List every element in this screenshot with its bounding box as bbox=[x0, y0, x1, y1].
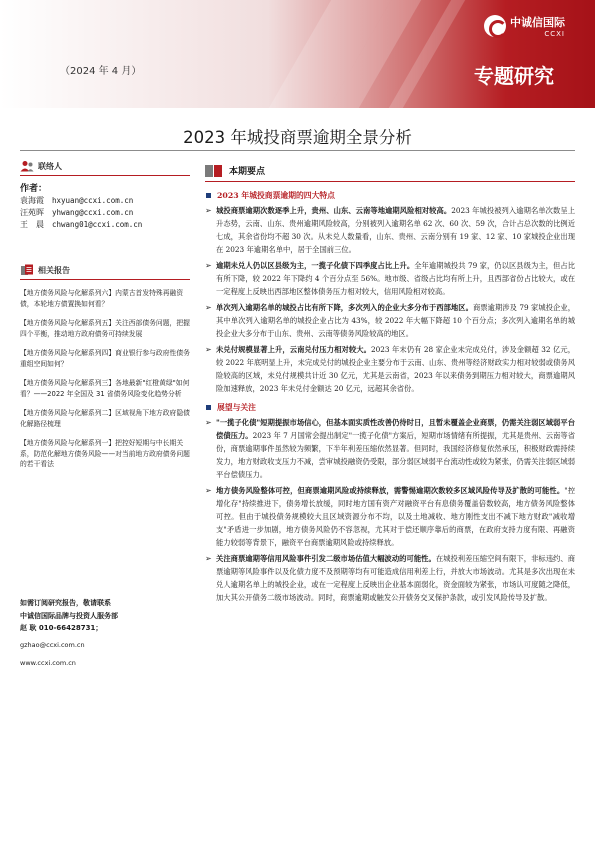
author-list bbox=[20, 183, 196, 231]
key-point-body: 2023 年末仍有 28 家企业未完成兑付，涉及金额超 32 亿元，较 2022 年底明显上升，未完成兑付的城投企业主要分布于云南、山东、贵州等经济财政实力相对较弱或债务风险较高的区域，未兑付规模共计近 30 亿元，尤其是云南省，2023 年以来债务到期压力相对较大，商票逾期风险加速释放，2023 年未兑付金额达 20 亿元，远超其余省份。 bbox=[216, 345, 575, 393]
key-point-text bbox=[216, 343, 575, 395]
author-row bbox=[20, 207, 196, 219]
outlook-point bbox=[205, 552, 575, 604]
related-report-list bbox=[20, 288, 196, 479]
key-point bbox=[205, 259, 575, 298]
logo-icon bbox=[484, 15, 506, 37]
key-point-lead: 城投商票逾期次数逐季上升，贵州、山东、云南等地逾期风险相对较高。 bbox=[216, 206, 452, 215]
authors-label: 作者： bbox=[20, 184, 48, 194]
related-report-link[interactable]: 【地方债务风险与化解系列四】商业银行参与政府性债务重组空间如何？ bbox=[20, 349, 190, 368]
arrow-bullet-icon: ➢ bbox=[205, 418, 212, 427]
subheading-label: 展望与关注 bbox=[217, 403, 256, 412]
contact-phone: 赵 耿 010-66428731； bbox=[20, 624, 103, 632]
author-row bbox=[20, 219, 196, 231]
key-point-body: 2023 年城投被列入逾期名单次数呈上升态势，云南、山东、贵州逾期风险较高，分别被列入逾期名单 62 次、60 次、59 次，合计占总次数的比例近七成，其余省份均不超 30 次。从未兑人数量看，山东、贵州、云南分别有 19 家、12 家、10 家城投企业出现在 2023 年逾期名单中，居于全国前三位。 bbox=[216, 206, 576, 254]
logo-cn-text: 中诚信国际 bbox=[510, 16, 565, 29]
key-point-lead: 未兑付规模显著上升，云南兑付压力相对较大。 bbox=[216, 345, 371, 354]
outlook-point bbox=[205, 416, 575, 481]
arrow-bullet-icon: ➢ bbox=[205, 303, 212, 312]
website-link[interactable]: www.ccxi.com.cn bbox=[20, 659, 76, 667]
related-report-link[interactable]: 【地方债务风险与化解系列一】把控好短期与中长期关系，防范化解地方债务风险——对当前地方政府债务问题的若干看法 bbox=[20, 439, 190, 468]
key-point-lead: 单次列入逾期名单的城投占比有所下降，多次列入的企业大多分布于西部地区。 bbox=[216, 303, 473, 312]
main-content bbox=[205, 160, 575, 604]
arrow-bullet-icon: ➢ bbox=[205, 554, 212, 563]
author-name: 袁海霞 bbox=[20, 196, 44, 205]
related-report-link[interactable]: 【地方债务风险与化解系列二】区域视角下地方政府隐债化解路径梳理 bbox=[20, 409, 190, 428]
report-type: 专题研究 bbox=[474, 64, 554, 88]
subscription-line: 如需订阅研究报告，敬请联系 bbox=[20, 599, 111, 607]
logo-en-text: CCXI bbox=[544, 30, 565, 38]
subscription-contact bbox=[20, 597, 190, 670]
outlook-point-lead: 地方债务风险整体可控，但商票逾期风险或持续释放，需警惕逾期次数较多区域风险传导及扩散的可能性。 bbox=[216, 486, 565, 495]
book-icon bbox=[205, 164, 223, 178]
key-point-text bbox=[216, 204, 575, 256]
key-point bbox=[205, 204, 575, 256]
outlook-point-lead: "一揽子化债"短期提振市场信心，但基本面实质性改善仍待时日，且暂未覆盖企业商票，仍需关注弱区域弱平台偿债压力。 bbox=[216, 418, 575, 440]
related-reports-heading bbox=[20, 264, 190, 280]
outlook-point-body: 在城投利差压缩空间有限下，非标违约、商票逾期等风险事件以及化债力度不及预期等均有可能造成信用利差上行，并放大市场波动。尤其是多次出现在未兑人逾期名单上的城投企业，或在一定程度上反映出企业基本面弱化，资金面较为紧张，市场认可度随之降低，加大其公开债务二级市场波动。同时，商票逾期或触发公开债务交叉保护条款，或引发风险传导及扩散。 bbox=[216, 554, 575, 602]
subheading bbox=[205, 190, 575, 201]
arrow-bullet-icon: ➢ bbox=[205, 486, 212, 495]
square-bullet-icon bbox=[206, 405, 211, 410]
author-email[interactable]: chwang01@ccxi.com.cn bbox=[52, 220, 143, 229]
section-heading bbox=[205, 160, 575, 182]
related-reports-label: 相关报告 bbox=[38, 265, 70, 275]
key-point bbox=[205, 301, 575, 340]
key-point-body: 商票逾期涉及 79 家城投企业，其中单次列入逾期名单的城投企业占比为 43%，较 2022 年大幅下降超 10 个百分点；多次列入逾期名单的城投企业大多分布于山东、贵州、云南等债务风险较高的地区。 bbox=[216, 303, 575, 338]
document-title: 2023 年城投商票逾期全景分析 bbox=[183, 128, 412, 147]
subheading bbox=[205, 402, 575, 413]
key-point-lead: 逾期未兑人仍以区县级为主，一揽子化债下四季度占比上升。 bbox=[216, 261, 415, 270]
outlook-point-body: "控增化存"持续推进下，债务增长放缓，同时地方国有资产对融资平台有息债务覆盖倍数较高，地方债务风险整体可控。但由于城投债务规模较大且区域资源分布不均，以及土地减收、地方刚性支出不减下地方财政"减收增支"矛盾进一步加剧，地方债务风险仍不容忽视，尤其对于偿还顺序靠后的商票，在政府支持力度有限、再融资能力较弱等背景下，融资平台商票逾期风险或持续释放。 bbox=[216, 486, 575, 547]
contact-email[interactable]: gzhao@ccxi.com.cn bbox=[20, 640, 85, 649]
title-divider bbox=[20, 150, 575, 151]
subheading-label: 2023 年城投商票逾期的四大特点 bbox=[217, 191, 335, 200]
sidebar bbox=[20, 155, 196, 825]
company-logo bbox=[484, 14, 565, 38]
author-name: 汪苑晖 bbox=[20, 208, 44, 217]
department-name: 中诚信国际品牌与投资人服务部 bbox=[20, 611, 118, 620]
square-bullet-icon bbox=[206, 193, 211, 198]
key-point-body: 全年逾期城投共 79 家，仍以区县级为主，但占比有所下降，较 2022 年下降约 4 个百分点至 56%。地市级、省级占比均有所上升，且西部省份占比较大，或在一定程度上反映出西部地区整体债务压力相对较大，信用风险相对较高。 bbox=[216, 261, 575, 296]
section-heading-label: 本期要点 bbox=[229, 167, 266, 177]
author-row bbox=[20, 195, 196, 207]
outlook-point-body: 2023 年 7 月国常会提出制定"一揽子化债"方案后，短期市场情绪有所提振，尤其是贵州、云南等省份，商票逾期事件虽然较为频繁，下半年利差压缩依然显著。但同时，我国经济修复依然承压，积极财政需持续发力，地方财政收支压力不减，尝审城投融资仍受限，部分弱区域弱平台流动性或较为紧张，仍需关注弱区域弱平台偿债压力。 bbox=[216, 431, 575, 479]
contacts-heading bbox=[20, 160, 190, 176]
outlook-point-lead: 关注商票逾期等信用风险事件引发二级市场估值大幅波动的可能性。 bbox=[216, 554, 436, 563]
related-report-link[interactable]: 【地方债务风险与化解系列三】各地最新"红橙黄绿"如何看？——2022 年全国及 31 省债务风险变化趋势分析 bbox=[20, 379, 190, 398]
outlook-point-text bbox=[216, 484, 575, 549]
key-point bbox=[205, 343, 575, 395]
report-date: （2024 年 4 月） bbox=[60, 66, 142, 77]
key-point-text bbox=[216, 259, 575, 298]
header-banner bbox=[0, 0, 595, 108]
arrow-bullet-icon: ➢ bbox=[205, 345, 212, 354]
outlook-point bbox=[205, 484, 575, 549]
author-name: 王 晨 bbox=[20, 220, 44, 229]
author-email[interactable]: yhwang@ccxi.com.cn bbox=[52, 208, 134, 217]
related-report-link[interactable]: 【地方债务风险与化解系列五】关注西部债务问题，把握四个平衡，推动地方政府债务可持续发展 bbox=[20, 319, 190, 338]
contact-person-icon bbox=[20, 160, 34, 172]
key-point-text bbox=[216, 301, 575, 340]
outlook-point-text bbox=[216, 416, 575, 481]
contacts-heading-label: 联络人 bbox=[38, 161, 62, 171]
report-stack-icon bbox=[20, 264, 34, 276]
arrow-bullet-icon: ➢ bbox=[205, 206, 212, 215]
outlook-point-text bbox=[216, 552, 575, 604]
author-email[interactable]: hxyuan@ccxi.com.cn bbox=[52, 196, 134, 205]
related-report-link[interactable]: 【地方债务风险与化解系列六】内蒙古首发特殊再融资债，本轮地方债置换如何看？ bbox=[20, 289, 184, 308]
arrow-bullet-icon: ➢ bbox=[205, 261, 212, 270]
